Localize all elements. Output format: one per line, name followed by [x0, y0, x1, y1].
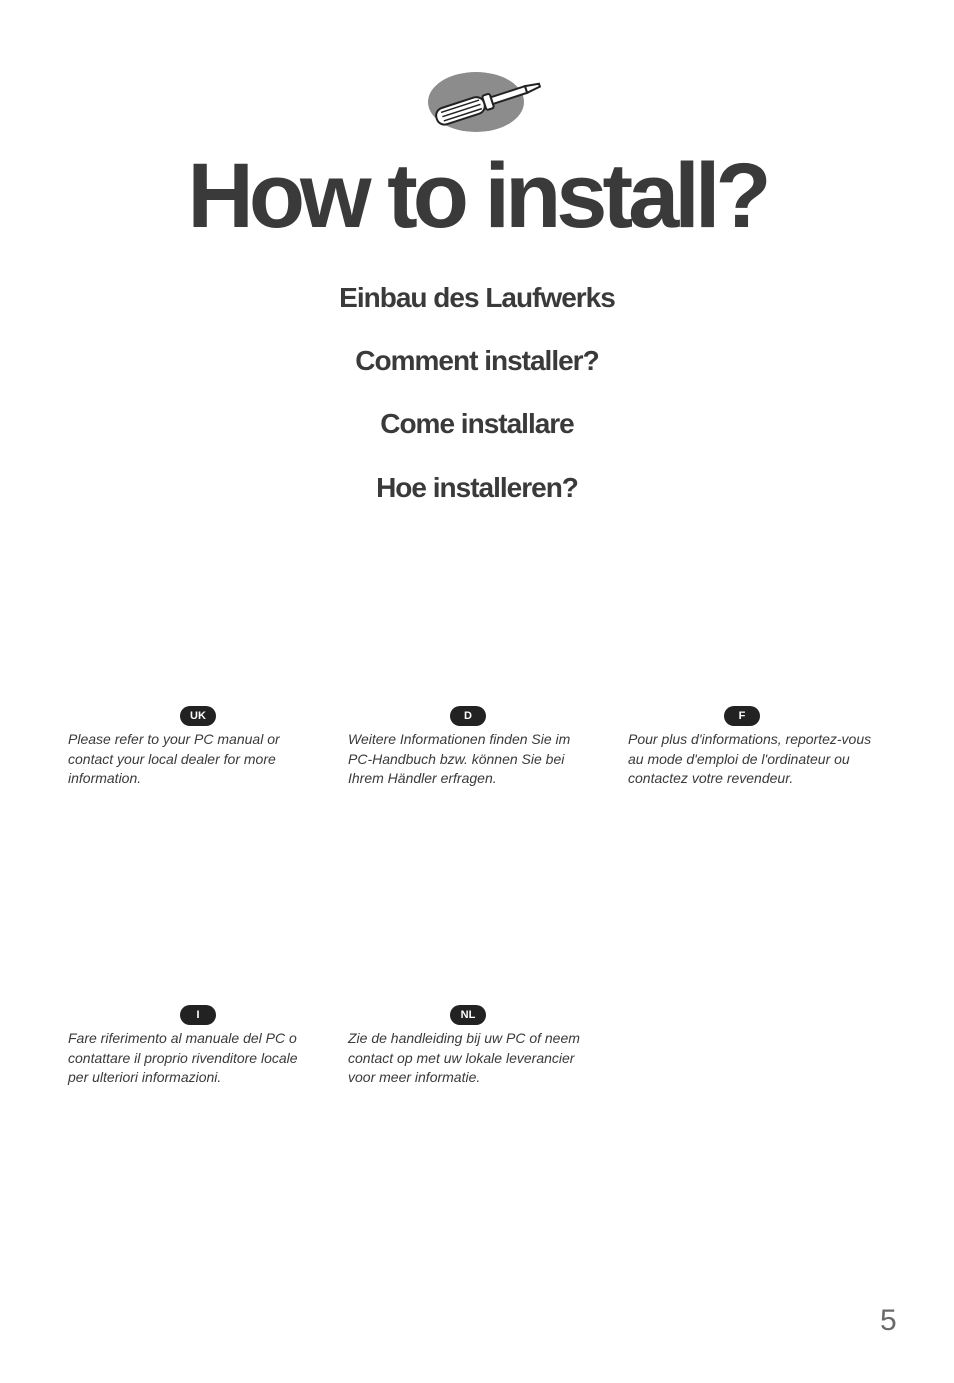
subtitle-french: Comment installer?	[355, 345, 599, 376]
language-note-i: Fare riferimento al manuale del PC o contattare il proprio rivenditore locale per ulteriori informazioni.	[68, 1030, 298, 1085]
subtitle-italian: Come installare	[380, 408, 574, 439]
language-note-nl: Zie de handleiding bij uw PC of neem contact op met uw lokale leverancier voor meer informatie.	[348, 1030, 580, 1085]
language-note-d: Weitere Informationen finden Sie im PC-Handbuch bzw. können Sie bei Ihrem Händler erfragen.	[348, 731, 571, 786]
language-badge-nl: NL	[450, 1005, 486, 1025]
screwdriver-logo	[424, 68, 548, 136]
language-badge-uk: UK	[180, 706, 216, 726]
subtitle-german: Einbau des Laufwerks	[339, 282, 615, 313]
language-note-f: Pour plus d'informations, reportez-vous au mode d'emploi de l'ordinateur ou contactez votre revendeur.	[628, 731, 872, 786]
page-title: How to install?	[187, 145, 767, 247]
subtitle-dutch: Hoe installeren?	[376, 472, 578, 503]
language-note-uk: Please refer to your PC manual or contact your local dealer for more information.	[68, 731, 280, 786]
language-badge-i: I	[180, 1005, 216, 1025]
page-number: 5	[880, 1304, 897, 1337]
language-badge-f: F	[724, 706, 760, 726]
language-badge-d: D	[450, 706, 486, 726]
screwdriver-icon	[424, 68, 548, 136]
